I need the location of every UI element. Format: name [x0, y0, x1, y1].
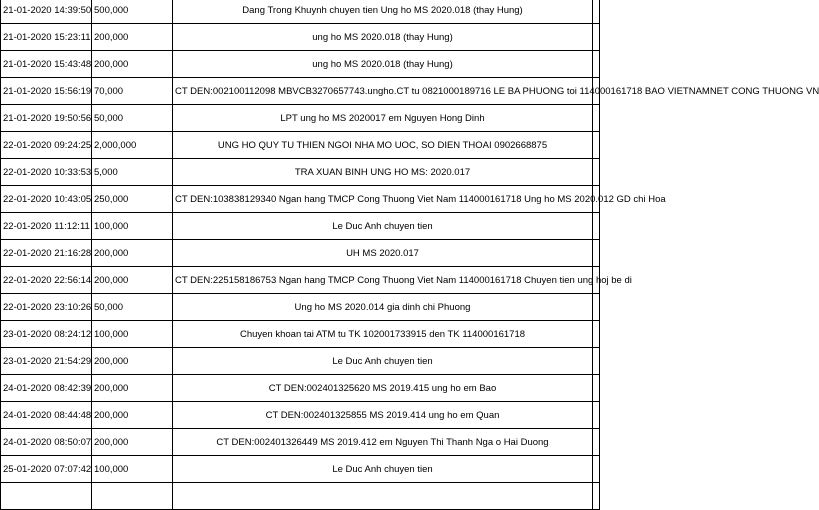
- table-row: [1, 159, 600, 186]
- transaction-amount: 200,000: [92, 24, 173, 51]
- transaction-description: TRA XUAN BINH UNG HO MS: 2020.017: [173, 159, 593, 186]
- transaction-amount: 500,000: [92, 0, 173, 24]
- transaction-amount: 200,000: [92, 267, 173, 294]
- transaction-datetime: 21-01-2020 15:43:48: [1, 51, 92, 78]
- transaction-datetime: 22-01-2020 21:16:28: [1, 240, 92, 267]
- transaction-datetime: 23-01-2020 21:54:29: [1, 348, 92, 375]
- transaction-amount: 200,000: [92, 348, 173, 375]
- table-row: [1, 267, 600, 294]
- transaction-description: UH MS 2020.017: [173, 240, 593, 267]
- transaction-description: ung ho MS 2020.018 (thay Hung): [173, 24, 593, 51]
- transaction-amount: 100,000: [92, 456, 173, 483]
- table-edge-cell: [593, 159, 600, 186]
- table-row: [1, 24, 600, 51]
- transaction-datetime: 22-01-2020 10:43:05: [1, 186, 92, 213]
- transaction-amount: [92, 483, 173, 510]
- transaction-datetime: 24-01-2020 08:42:39: [1, 375, 92, 402]
- transaction-amount: 200,000: [92, 375, 173, 402]
- transaction-amount: 200,000: [92, 429, 173, 456]
- table-row: [1, 186, 600, 213]
- transaction-description: Ung ho MS 2020.014 gia dinh chi Phuong: [173, 294, 593, 321]
- table-row: [1, 105, 600, 132]
- transaction-description: Le Duc Anh chuyen tien: [173, 456, 593, 483]
- transaction-description: CT DEN:002401325620 MS 2019.415 ung ho em Bao: [173, 375, 593, 402]
- table-edge-cell: [593, 240, 600, 267]
- transaction-datetime: [1, 483, 92, 510]
- transaction-datetime: 24-01-2020 08:44:48: [1, 402, 92, 429]
- transaction-description: Dang Trong Khuynh chuyen tien Ung ho MS 2020.018 (thay Hung): [173, 0, 593, 24]
- transaction-description: CT DEN:002401326449 MS 2019.412 em Nguyen Thi Thanh Nga o Hai Duong: [173, 429, 593, 456]
- table-edge-cell: [593, 294, 600, 321]
- transaction-datetime: 23-01-2020 08:24:12: [1, 321, 92, 348]
- table-row: [1, 51, 600, 78]
- transaction-description: LPT ung ho MS 2020017 em Nguyen Hong Dinh: [173, 105, 593, 132]
- transaction-description: UNG HO QUY TU THIEN NGOI NHA MO UOC, SO DIEN THOAI 0902668875: [173, 132, 593, 159]
- transaction-amount: 200,000: [92, 51, 173, 78]
- transaction-datetime: 25-01-2020 07:07:42: [1, 456, 92, 483]
- table-edge-cell: [593, 429, 600, 456]
- transaction-amount: 50,000: [92, 294, 173, 321]
- transaction-datetime: 21-01-2020 15:56:19: [1, 78, 92, 105]
- table-edge-cell: [593, 213, 600, 240]
- transaction-description: Le Duc Anh chuyen tien: [173, 348, 593, 375]
- table-row: [1, 0, 600, 24]
- transaction-amount: 2,000,000: [92, 132, 173, 159]
- transaction-amount: 70,000: [92, 78, 173, 105]
- table-row: [1, 483, 600, 510]
- transaction-amount: 200,000: [92, 402, 173, 429]
- transaction-description: Le Duc Anh chuyen tien: [173, 213, 593, 240]
- table-row: [1, 294, 600, 321]
- table-row: [1, 348, 600, 375]
- table-edge-cell: [593, 51, 600, 78]
- transaction-datetime: 22-01-2020 23:10:26: [1, 294, 92, 321]
- transaction-description: CT DEN:225158186753 Ngan hang TMCP Cong Thuong Viet Nam 114000161718 Chuyen tien ung hoj be di: [173, 267, 593, 294]
- transaction-amount: 100,000: [92, 213, 173, 240]
- transaction-datetime: 22-01-2020 10:33:53: [1, 159, 92, 186]
- transaction-description: [173, 483, 593, 510]
- table-row: [1, 132, 600, 159]
- table-row: [1, 213, 600, 240]
- transaction-description: CT DEN:002100112098 MBVCB3270657743.ungho.CT tu 0821000189716 LE BA PHUONG toi 114000161718 BAO VIETNAMNET CONG THUONG VN: [173, 78, 593, 105]
- transaction-description: Chuyen khoan tai ATM tu TK 102001733915 den TK 114000161718: [173, 321, 593, 348]
- transaction-amount: 100,000: [92, 321, 173, 348]
- table-edge-cell: [593, 0, 600, 24]
- table-edge-cell: [593, 132, 600, 159]
- table-edge-cell: [593, 321, 600, 348]
- table-edge-cell: [593, 402, 600, 429]
- table-row: [1, 402, 600, 429]
- table-row: [1, 78, 600, 105]
- transaction-description: ung ho MS 2020.018 (thay Hung): [173, 51, 593, 78]
- table-row: [1, 375, 600, 402]
- table-row: [1, 456, 600, 483]
- table-edge-cell: [593, 375, 600, 402]
- transaction-datetime: 21-01-2020 19:50:56: [1, 105, 92, 132]
- transaction-datetime: 21-01-2020 14:39:50: [1, 0, 92, 24]
- table-edge-cell: [593, 348, 600, 375]
- transaction-amount: 50,000: [92, 105, 173, 132]
- table-edge-cell: [593, 24, 600, 51]
- table-edge-cell: [593, 456, 600, 483]
- table-row: [1, 429, 600, 456]
- transaction-amount: 250,000: [92, 186, 173, 213]
- transaction-datetime: 22-01-2020 22:56:14: [1, 267, 92, 294]
- transaction-datetime: 22-01-2020 11:12:11: [1, 213, 92, 240]
- table-edge-cell: [593, 483, 600, 510]
- transaction-datetime: 21-01-2020 15:23:11: [1, 24, 92, 51]
- transaction-datetime: 24-01-2020 08:50:07: [1, 429, 92, 456]
- transaction-description: CT DEN:002401325855 MS 2019.414 ung ho em Quan: [173, 402, 593, 429]
- transaction-datetime: 22-01-2020 09:24:25: [1, 132, 92, 159]
- transactions-table-body: [1, 0, 819, 510]
- table-row: [1, 240, 600, 267]
- transaction-amount: 5,000: [92, 159, 173, 186]
- table-edge-cell: [593, 105, 600, 132]
- transaction-description: CT DEN:103838129340 Ngan hang TMCP Cong Thuong Viet Nam 114000161718 Ung ho MS 2020.012 GD chi Hoa: [173, 186, 593, 213]
- transaction-amount: 200,000: [92, 240, 173, 267]
- table-row: [1, 321, 600, 348]
